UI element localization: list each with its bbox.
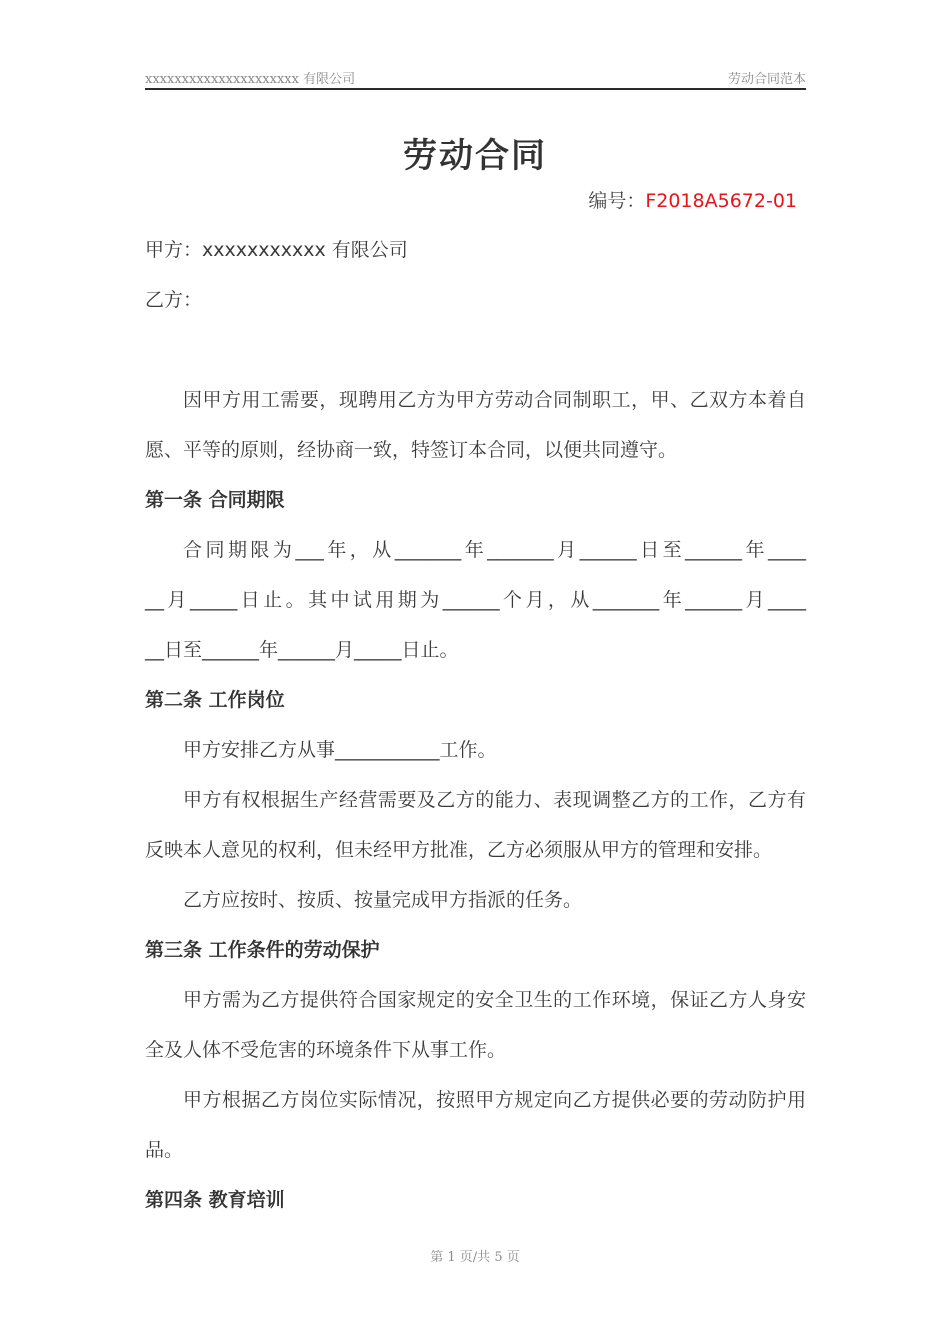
- article-1-line-1: 合同期限为___年，从_______年_______月______日至______年____: [183, 539, 806, 561]
- intro-line-1: 因甲方用工需要，现聘用乙方为甲方劳动合同制职工，甲、乙双方本着自: [183, 389, 806, 411]
- intro-line-2: 愿、平等的原则，经协商一致，特签订本合同，以便共同遵守。: [145, 439, 678, 461]
- page-footer: 第 1 页/共 5 页: [430, 1250, 520, 1265]
- article-1-line-2: __月_____日止。其中试用期为______个月，从_______年______月____: [145, 589, 806, 611]
- header-company: xxxxxxxxxxxxxxxxxxxxx 有限公司: [145, 72, 356, 87]
- header-doc-type: 劳动合同范本: [727, 72, 806, 87]
- contract-number-label: 编号：: [588, 190, 646, 212]
- article-3-heading: 第三条 工作条件的劳动保护: [145, 939, 380, 961]
- article-3-line-4: 品。: [145, 1139, 184, 1161]
- article-2-line-1: 甲方安排乙方从事___________工作。: [183, 739, 497, 761]
- article-2-heading: 第二条 工作岗位: [145, 689, 285, 711]
- document-title: 劳动合同: [403, 136, 547, 176]
- contract-number-value: F2018A5672-01: [645, 190, 797, 212]
- article-2-line-2: 甲方有权根据生产经营需要及乙方的能力、表现调整乙方的工作，乙方有: [183, 789, 806, 811]
- article-1-heading: 第一条 合同期限: [145, 489, 285, 511]
- article-3-line-3: 甲方根据乙方岗位实际情况，按照甲方规定向乙方提供必要的劳动防护用: [183, 1089, 806, 1111]
- party-b: 乙方：: [145, 289, 203, 311]
- page-header: [145, 66, 806, 90]
- contract-number: [588, 186, 797, 213]
- article-3-line-2: 全及人体不受危害的环境条件下从事工作。: [145, 1039, 507, 1061]
- party-a: 甲方：xxxxxxxxxxx 有限公司: [145, 239, 408, 261]
- article-4-heading: 第四条 教育培训: [145, 1189, 285, 1211]
- article-2-line-4: 乙方应按时、按质、按量完成甲方指派的任务。: [183, 889, 583, 911]
- article-1-line-3: __日至______年______月_____日止。: [145, 639, 459, 661]
- article-2-line-3: 反映本人意见的权利，但未经甲方批准，乙方必须服从甲方的管理和安排。: [145, 839, 773, 861]
- article-3-line-1: 甲方需为乙方提供符合国家规定的安全卫生的工作环境，保证乙方人身安: [183, 989, 806, 1011]
